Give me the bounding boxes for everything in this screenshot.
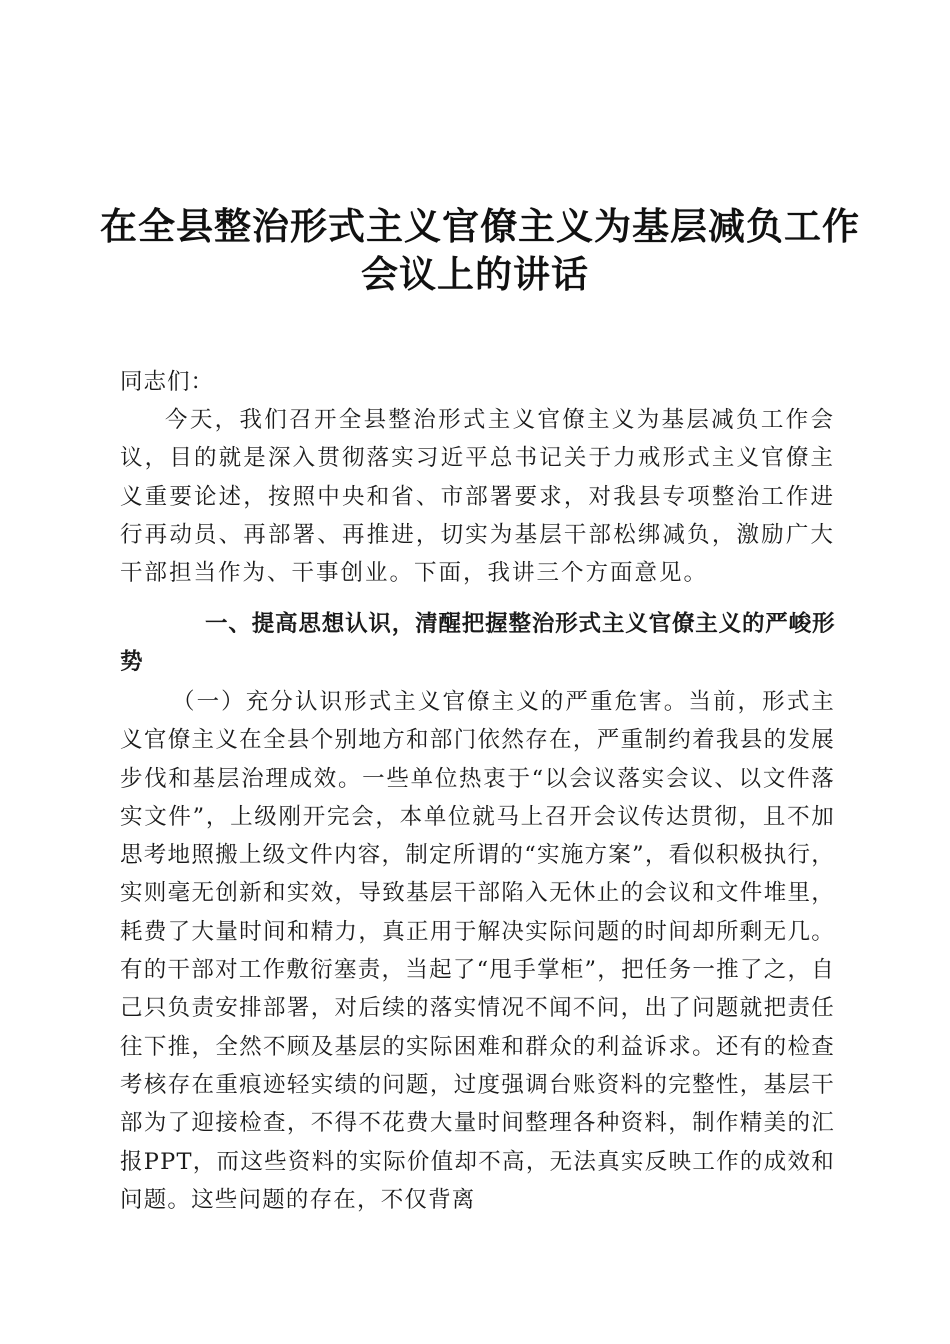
paragraph-section-1-1: （一）充分认识形式主义官僚主义的严重危害。当前，形式主义官僚主义在全县个别地方和部门依然存在，严重制约着我县的发展步伐和基层治理成效。一些单位热衷于“以会议落实会议、以文件落实文件”，上级刚开完会，本单位就马上召开会议传达贯彻，且不加思考地照搬上级文件内容，制定所谓的“实施方案”，看似积极执行，实则毫无创新和实效，导致基层干部陷入无休止的会议和文件堆里，耗费了大量时间和精力，真正用于解决实际问题的时间却所剩无几。有的干部对工作敷衍塞责，当起了“甩手掌柜”，把任务一推了之，自己只负责安排部署，对后续的落实情况不闻不问，出了问题就把责任往下推，全然不顾及基层的实际困难和群众的利益诉求。还有的检查考核存在重痕迹轻实绩的问题，过度强调台账资料的完整性，基层干部为了迎接检查，不得不花费大量时间整理各种资料，制作精美的汇报PPT，而这些资料的实际价值却不高，无法真实反映工作的成效和问题。这些问题的存在，不仅背离 bbox=[120, 689, 835, 1213]
document-title-line-2: 会议上的讲话 bbox=[361, 252, 589, 296]
section-heading-1: 一、提高思想认识，清醒把握整治形式主义官僚主义的严峻形势 bbox=[120, 611, 835, 676]
document-title-line-1: 在全县整治形式主义官僚主义为基层减负工作 bbox=[100, 204, 860, 248]
paragraph-intro: 今天，我们召开全县整治形式主义官僚主义为基层减负工作会议，目的就是深入贯彻落实习近平总书记关于力戒形式主义官僚主义重要论述，按照中央和省、市部署要求，对我县专项整治工作进行再动员、再部署、再推进，切实为基层干部松绑减负，激励广大干部担当作为、干事创业。下面，我讲三个方面意见。 bbox=[120, 407, 835, 587]
salutation: 同志们： bbox=[120, 369, 215, 395]
